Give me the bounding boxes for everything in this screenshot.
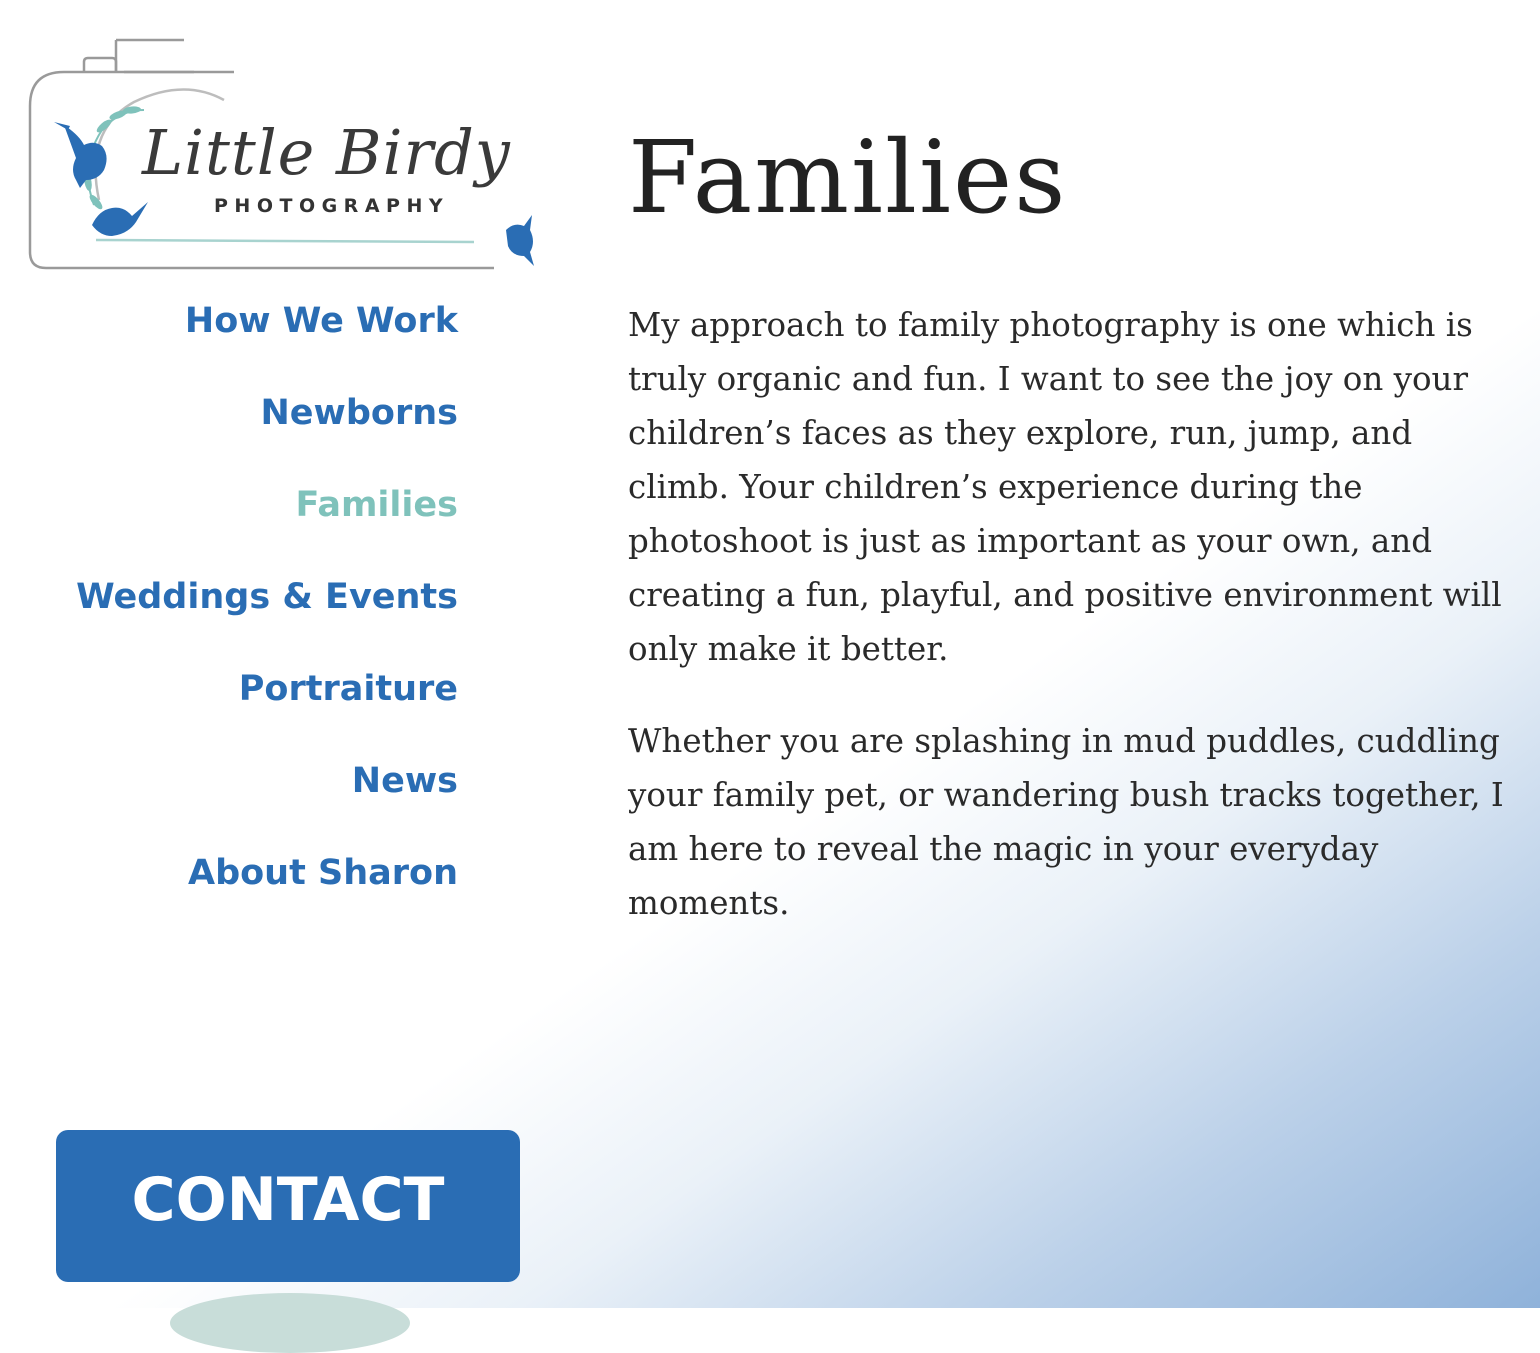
logo-title: Little Birdy	[142, 116, 511, 189]
decorative-arc	[170, 1293, 410, 1353]
nav-item-families[interactable]: Families	[295, 485, 458, 525]
nav-item-weddings-events[interactable]: Weddings & Events	[76, 577, 458, 617]
nav-item-how-we-work[interactable]: How We Work	[184, 301, 458, 341]
content-paragraph: Whether you are splashing in mud puddles, cuddling your family pet, or wandering bush tracks together, I am here to reveal the magic in your everyday moments.	[628, 722, 1504, 922]
nav-item-about-sharon[interactable]: About Sharon	[188, 853, 458, 893]
contact-button[interactable]: CONTACT	[56, 1130, 520, 1282]
site-logo[interactable]	[24, 30, 554, 275]
nav-item-portraiture[interactable]: Portraiture	[238, 669, 458, 709]
nav-item-newborns[interactable]: Newborns	[260, 393, 458, 433]
logo-subtitle: PHOTOGRAPHY	[214, 195, 450, 217]
content-paragraph: My approach to family photography is one which is truly organic and fun. I want to see the joy on your children’s faces as they explore, run, jump, and climb. Your children’s experience during the photoshoot is just as important as your own, and creating a fun, playful, and positive environment will only make it better.	[628, 306, 1502, 668]
nav-item-news[interactable]: News	[351, 761, 458, 801]
page-title: Families	[628, 119, 1068, 236]
main-navigation	[60, 296, 458, 940]
page-content	[628, 298, 1518, 968]
